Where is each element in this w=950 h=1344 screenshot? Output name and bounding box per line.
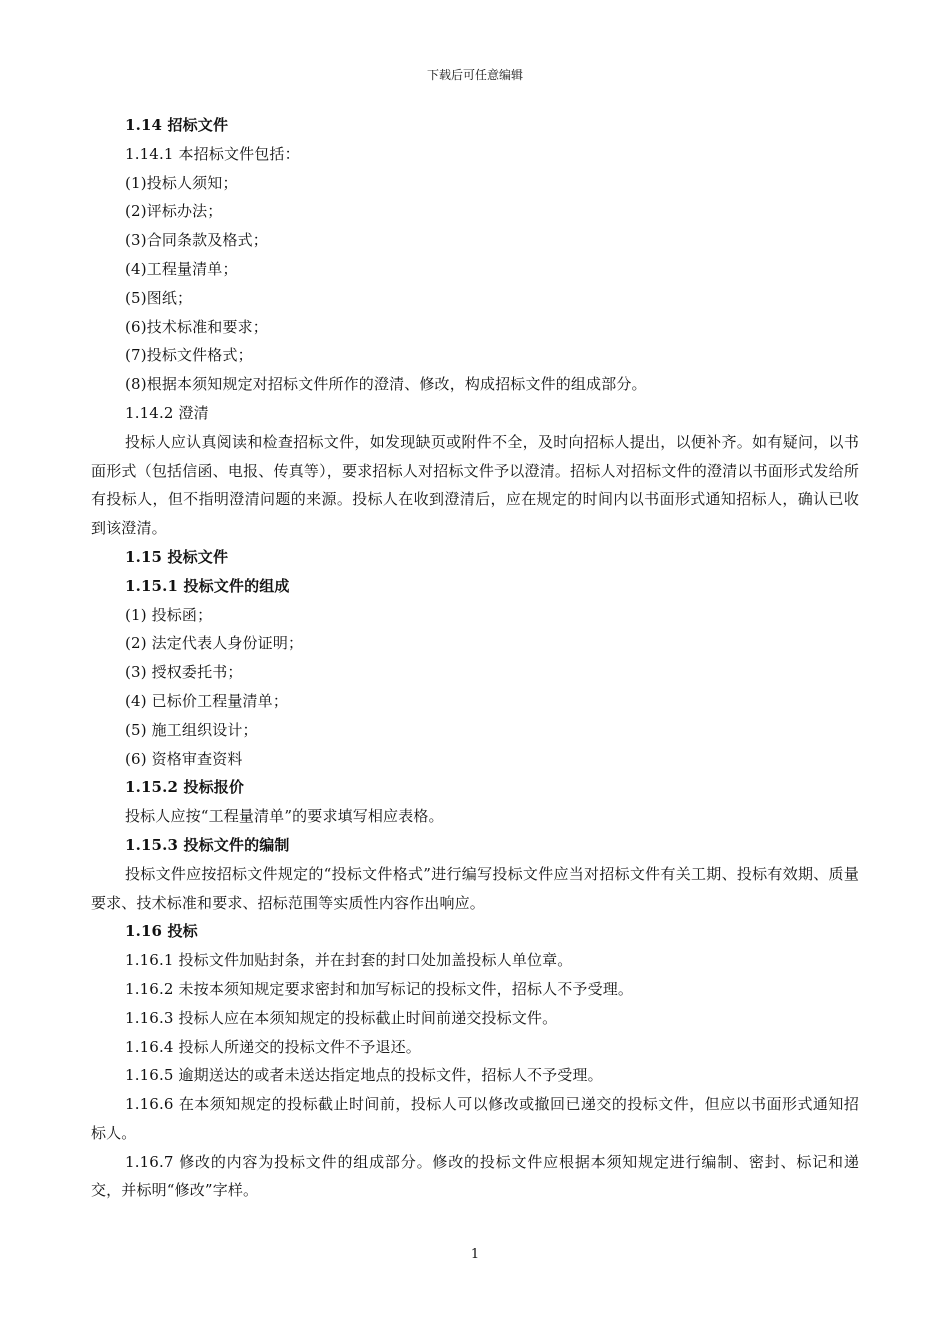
paragraph: 1.16.6 在本须知规定的投标截止时间前，投标人可以修改或撤回已递交的投标文件，但应以书面形式通知招标人。 [91,1095,859,1142]
section-heading: 1.14 招标文件 [125,116,229,134]
paragraph: 1.16.7 修改的内容为投标文件的组成部分。修改的投标文件应根据本须知规定进行编制、密封、标记和递交，并标明“修改”字样。 [91,1152,859,1200]
paragraph: 投标人应认真阅读和检查招标文件，如发现缺页或附件不全，及时向招标人提出，以便补齐。如有疑问，以书面形式（包括信函、电报、传真等），要求招标人对招标文件予以澄清。招标人对招标文件的澄清以书面形式发给所有投标人，但不指明澄清问题的来源。投标人在收到澄清后，应在规定的时间内以书面形式通知招标人，确认已收到该澄清。 [91,432,859,538]
paragraph: 1.16.2 未按本须知规定要求密封和加写标记的投标文件，招标人不予受理。 [125,979,634,998]
paragraph: 投标人应按“工程量清单”的要求填写相应表格。 [125,807,444,826]
paragraph: (5)图纸； [125,288,193,307]
paragraph: 1.16.5 逾期送达的或者未送达指定地点的投标文件，招标人不予受理。 [125,1066,603,1085]
paragraph: (4) 已标价工程量清单； [125,691,288,710]
paragraph: 1.14.1 本招标文件包括： [125,144,300,163]
paragraph: (6)技术标准和要求； [125,317,268,336]
section-heading: 1.15 投标文件 [125,547,229,566]
section-heading: 1.16 投标 [125,922,198,941]
paragraph: 1.16.1 投标文件加贴封条，并在封套的封口处加盖投标人单位章。 [125,951,573,970]
paragraph: (7)投标文件格式； [125,346,253,365]
paragraph: (5) 施工组织设计； [125,720,258,739]
paragraph: (4)工程量清单； [125,259,238,278]
section-heading: 1.15.2 投标报价 [125,778,245,797]
page-header: 下载后可任意编辑 [426,68,523,82]
section-heading: 1.15.1 投标文件的组成 [125,576,290,595]
paragraph: 1.16.3 投标人应在本须知规定的投标截止时间前递交投标文件。 [125,1008,558,1027]
paragraph: 1.16.4 投标人所递交的投标文件不予退还。 [125,1037,421,1056]
paragraph: (3)合同条款及格式； [125,231,268,250]
paragraph: (6) 资格审查资料 [125,749,243,768]
paragraph: (1)投标人须知； [125,173,238,192]
section-heading: 1.15.3 投标文件的编制 [125,835,290,854]
paragraph: (2) 法定代表人身份证明； [125,634,304,653]
paragraph: (3) 授权委托书； [125,663,243,682]
document-body [91,111,859,1205]
page-number: 1 [470,1247,480,1262]
paragraph: 投标文件应按招标文件规定的“投标文件格式”进行编写投标文件应当对招标文件有关工期、投标有效期、质量要求、技术标准和要求、招标范围等实质性内容作出响应。 [91,864,859,912]
paragraph: (8)根据本须知规定对招标文件所作的澄清、修改，构成招标文件的组成部分。 [125,375,647,394]
paragraph: (1) 投标函； [125,605,213,624]
paragraph: (2)评标办法； [125,202,223,221]
paragraph: 1.14.2 澄清 [125,403,209,422]
